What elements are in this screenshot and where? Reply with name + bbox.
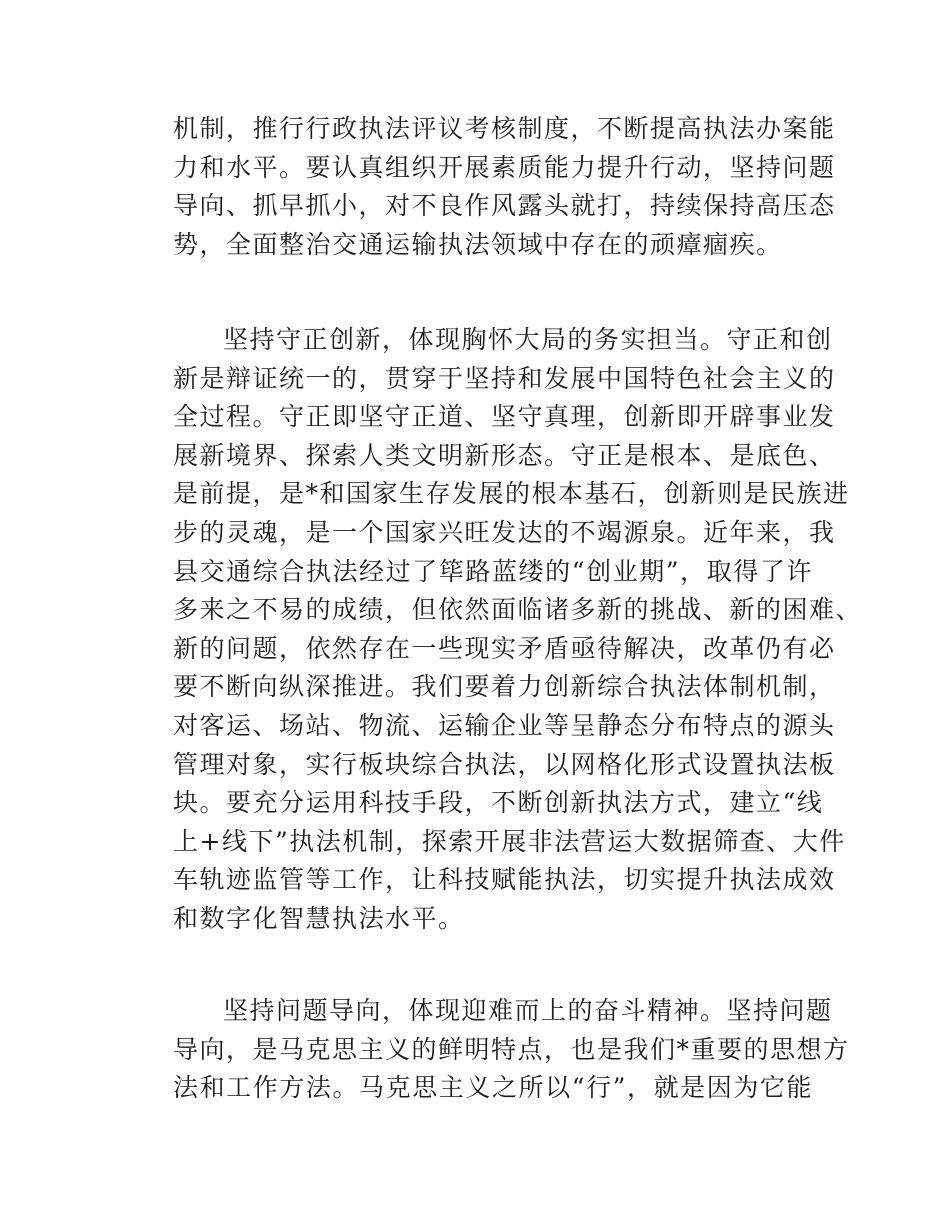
text-line: 展新境界、探索人类文明新形态。守正是根本、是底色、 <box>173 440 836 470</box>
text-line: 新的问题，依然存在一些现实矛盾亟待解决，改革仍有必 <box>173 633 836 663</box>
text-line: 是前提，是*和国家生存发展的根本基石，创新则是民族进 <box>173 479 850 509</box>
text-line: 力和水平。要认真组织开展素质能力提升行动，坚持问题 <box>173 152 836 182</box>
text-line: 县交通综合执法经过了筚路蓝缕的“创业期”，取得了许 <box>173 556 813 586</box>
paragraph-3 <box>173 992 850 1108</box>
paragraph-1 <box>173 110 836 264</box>
text-line: 块。要充分运用科技手段，不断创新执法方式，建立“线 <box>173 788 824 818</box>
text-line: 上+线下”执法机制，探索开展非法营运大数据筛查、大件 <box>173 826 846 856</box>
text-line: 和数字化智慧执法水平。 <box>173 903 465 933</box>
text-line: 势，全面整治交通运输执法领域中存在的顽瘴痼疾。 <box>173 229 783 259</box>
text-line: 对客运、场站、物流、运输企业等呈静态分布特点的源头 <box>173 710 836 740</box>
text-line: 机制，推行行政执法评议考核制度，不断提高执法办案能 <box>173 114 836 143</box>
text-line: 步的灵魂，是一个国家兴旺发达的不竭源泉。近年来，我 <box>173 517 836 547</box>
text-line: 新是辩证统一的，贯穿于坚持和发展中国特色社会主义的 <box>173 363 836 393</box>
paragraph-2 <box>173 321 863 939</box>
text-line: 导向，是马克思主义的鲜明特点，也是我们*重要的思想方 <box>173 1034 850 1064</box>
text-line: 导向、抓早抓小，对不良作风露头就打，持续保持高压态 <box>173 191 836 221</box>
text-line: 法和工作方法。马克思主义之所以“行”，就是因为它能 <box>173 1073 813 1103</box>
text-line: 坚持守正创新，体现胸怀大局的务实担当。守正和创 <box>223 325 833 354</box>
text-line: 多来之不易的成绩，但依然面临诸多新的挑战、新的困难、 <box>173 595 863 625</box>
text-line: 车轨迹监管等工作，让科技赋能执法，切实提升执法成效 <box>173 865 836 895</box>
text-line: 管理对象，实行板块综合执法，以网格化形式设置执法板 <box>173 749 836 779</box>
text-line: 要不断向纵深推进。我们要着力创新综合执法体制机制， <box>173 672 836 702</box>
text-line: 全过程。守正即坚守正道、坚守真理，创新即开辟事业发 <box>173 402 836 432</box>
text-line: 坚持问题导向，体现迎难而上的奋斗精神。坚持问题 <box>223 996 833 1025</box>
